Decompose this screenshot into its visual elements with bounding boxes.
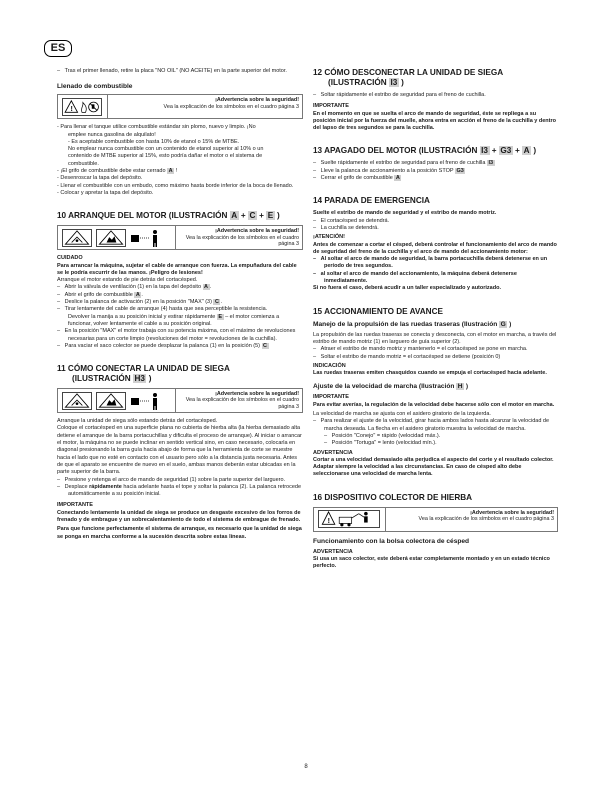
grass-catcher-hazard-icon [318, 510, 380, 528]
list-item: – Para vaciar el saco colector se puede desplazar la palanca (1) en la posición (5) C [57, 342, 268, 349]
list-item: – El cortacésped se detendrá. [313, 217, 390, 224]
warning-text: Si usa un saco colector, este deberá estar completamente montado y en un estado técnico perfecto. [313, 555, 550, 570]
warning-text: ¡Advertencia sobre la seguridad! Vea la explicación de los símbolos en el cuadro página 3 [418, 509, 554, 522]
important-label: IMPORTANTE [57, 502, 93, 509]
blade-hazard-icon [62, 392, 92, 410]
section-10-title: 10 ARRANQUE DEL MOTOR (ILUSTRACIÓN A + C + E ) [57, 211, 280, 221]
hand-injury-icon [96, 229, 126, 247]
list-item: – Presione y retenga el arco de mando de seguridad (1) sobre la parte superior del larguero. [57, 476, 286, 483]
list-item: – Tras el primer llenado, retire la placa "NO OIL" (NO ACEITE) en la parte superior del motor. [57, 68, 287, 74]
keep-distance-icon [130, 229, 162, 247]
subsection-heading: Funcionamiento con la bolsa colectora de césped [313, 537, 470, 545]
fuel-valve-line: - ¡El grifo de combustible debe estar cerrado A ! [57, 168, 178, 175]
section-12-title: 12 CÓMO DESCONECTAR LA UNIDAD DE SIEGA (ILUSTRACIÓN I3 ) [313, 68, 504, 87]
section-15-title: 15 ACCIONAMIENTO DE AVANCE [313, 306, 443, 316]
paragraph: La propulsión de las ruedas traseras se conecta y desconecta, con el motor en marcha, a través del estribo de mando motriz (1) en larguero de guía superior (2). [313, 331, 557, 345]
important-text: En el momento en que se suelta el arco de mando de seguridad, éste se repliega a su posición inicial por la fuerza del muelle, ahora entra en acción el freno de la cuchilla y dentro del lapso de tres segundos se para la cuchilla. [313, 110, 556, 132]
safety-warning-box [57, 388, 303, 413]
safety-warning-box [57, 94, 303, 119]
fuel-heading: Llenado de combustible [57, 83, 133, 91]
hand-injury-icon [96, 392, 126, 410]
fuel-line: - Para llenar el tanque utilice combustible estándar sin plomo, nuevo y limpio. ¡No [57, 124, 256, 131]
section-10-intro: Arranque el motor estando de pie detrás del cortacésped. [57, 277, 198, 284]
warning-icons [58, 389, 176, 412]
caution-label: CUIDADO [57, 255, 83, 262]
fuel-step: - Desenroscar la tapa del depósito. [57, 175, 143, 182]
list-item: – Posición "Tortuga" = lento (velocidad mín.). [324, 440, 437, 447]
fuel-line: - Es aceptable combustible con hasta 10% de etanol o 15% de MTBE. [68, 138, 240, 145]
section-13-title: 13 APAGADO DEL MOTOR (ILUSTRACIÓN I3 + G3 + A ) [313, 146, 537, 156]
fire-hazard-icon [62, 98, 102, 116]
list-item: – En la posición "MAX" el motor trabaja con su potencia máxima, con el máximo de revoluciones necesarias para un corte limpio (revoluciones del motor = revoluciones de la cuchilla). [57, 328, 296, 342]
warning-text: ¡Advertencia sobre la seguridad! Vea la explicación de los símbolos en el cuadro página 3 [163, 97, 299, 110]
list-item: – Cerrar el grifo de combustible A [313, 175, 400, 182]
important-text: Conectando lentamente la unidad de siega se produce un desgaste excesivo de los forros de frenado y de embrague y un sobrecalentamiento de todo el sistema de embrague de frenado. [57, 509, 301, 523]
left-column [57, 68, 303, 541]
list-item: – Abrir la válvula de ventilación (1) en la tapa del depósito A . [57, 284, 212, 291]
list-item: – Lleve la palanca de accionamiento a la posición STOP G3 [313, 167, 464, 174]
section-11-title: 11 CÓMO CONECTAR LA UNIDAD DE SIEGA (ILUSTRACIÓN H3 ) [57, 364, 230, 384]
figure-ref: A [168, 168, 173, 175]
subsection-heading: Ajuste de la velocidad de marcha (Ilustración H ) [313, 383, 469, 391]
list-item: – Soltar el estribo de mando motriz = el cortacésped se detiene (posición 0) [313, 353, 501, 360]
list-item: – Soltar rápidamente el estribo de seguridad para el freno de cuchilla. [313, 92, 486, 98]
warning-icons [314, 508, 386, 531]
warning-text: ¡Advertencia sobre la seguridad! Vea la explicación de los símbolos en el cuadro página 3 [185, 391, 299, 410]
important-label: IMPORTANTE [313, 103, 349, 110]
section-16-title: 16 DISPOSITIVO COLECTOR DE HIERBA [313, 492, 473, 502]
caution-text: Para arrancar la máquina, sujetar el cable de arranque con fuerza. La empuñadura del cable se le podría escurrir de las manos. ¡Peligro de lesiones! [57, 262, 297, 276]
subsection-heading: Manejo de la propulsión de las ruedas traseras (Ilustración G ) [313, 320, 512, 328]
safety-warning-box [313, 507, 558, 532]
right-column [313, 68, 558, 571]
paragraph: Si no fuera el caso, deberá acudir a un taller especializado y autorizado. [313, 285, 501, 292]
fuel-line: combustible. [68, 160, 99, 167]
blade-hazard-icon [62, 229, 92, 247]
paragraph: Arranque la unidad de siega sólo estando detrás del cortacésped. [57, 418, 218, 425]
attention-label: ¡ATENCIÓN! [313, 234, 345, 241]
list-item: – Al soltar el arco de mando de seguridad, la barra portacuchilla deberá detenerse en un período de tres segundos. [313, 256, 548, 270]
paragraph: Coloque el cortacésped en una superficie plana no cubierta de hierba alta (la hierba demasiado alta detiene el arranque de la barra portacuchillas y dificulta el proceso de arranque). Al iniciar o arrancar el motor, la máquina no se puede inclinar en sentido vertical sino, en caso necesario, colocarla en diagonal presionando la barra guía hacia abajo de forma que la herramienta de corte se muestre hacia el lado que no esté en contacto con el usuario pero sólo a la distancia justa necesaria. Antes de que el aparato se encuentre de nuevo en el suelo, ambas manos deberán estar ubicadas en la parte superior de la barra. [57, 425, 302, 476]
list-item: – Abrir el grifo de combustible A . [57, 291, 143, 298]
list-item: – Para realizar el ajuste de la velocidad, girar hacia ambos lados hasta alcanzar la velocidad de marcha deseada. La flecha en el asidero giratorio muestra la velocidad de marcha. [313, 418, 550, 432]
list-item: – Suelte rápidamente el estribo de seguridad para el freno de cuchilla I3 [313, 160, 494, 167]
list-item-continuation: Devolver la manija a su posición inicial y estirar rápidamente E – el motor comienza a funcionar, volver lentamente el cable a su posición original. [68, 313, 280, 327]
keep-distance-icon [130, 392, 162, 410]
list-item: – Posición "Conejo" = rápido (velocidad máx.). [324, 432, 441, 439]
warning-icons [58, 95, 108, 118]
svg-text:!: ! [70, 104, 73, 113]
warning-label: ADVERTENCIA [313, 449, 353, 456]
list-item: – Desplace rápidamente hacia adelante hasta el tope y soltar la palanca (2). La palanca retrocede automáticamente a su posición inicial. [57, 483, 302, 498]
page-number: 8 [304, 764, 308, 770]
important-text: Para que funcione perfectamente el sistema de arranque, es necesario que la unidad de siega se ponga en marcha conforme a la sucesión descrita sobre estas líneas. [57, 526, 302, 540]
fuel-line: emplee nunca gasolina de alquilato! [68, 131, 156, 138]
important-label: IMPORTANTE [313, 394, 349, 401]
paragraph: Suelte el estribo de mando de seguridad y el estribo de mando motriz. [313, 210, 497, 217]
paragraph: La velocidad de marcha se ajusta con el asidero giratorio de la izquierda. [313, 411, 491, 418]
section-14-title: 14 PARADA DE EMERGENCIA [313, 196, 430, 206]
fuel-step: - Llenar el combustible con un embudo, como máximo hasta borde inferior de la boca de llenado. [57, 182, 294, 189]
warning-label: ADVERTENCIA [313, 548, 353, 555]
fuel-line: contenido de MTBE superior al 15%, esto podría dañar el motor o el sistema de [68, 153, 263, 160]
important-text: Para evitar averías, la regulación de la velocidad debe hacerse sólo con el motor en marcha. [313, 401, 555, 408]
warning-icons [58, 226, 176, 249]
list-item: – La cuchilla se detendrá. [313, 224, 379, 231]
list-item: – al soltar el arco de mando del accionamiento, la máquina deberá detenerse inmediatamente. [313, 270, 517, 285]
svg-text:!: ! [327, 517, 331, 526]
language-badge: ES [44, 40, 72, 57]
indication-label: INDICACIÓN [313, 362, 346, 369]
safety-warning-box [57, 225, 303, 250]
list-item: – Atraer el estribo de mando motriz y mantenerlo = el cortacésped se pone en marcha. [313, 346, 528, 353]
fuel-step: - Colocar y apretar la tapa del depósito. [57, 189, 154, 196]
attention-text: Antes de comenzar a cortar el césped, deberá controlar el funcionamiento del arco de mando de seguridad del freno de la cuchilla y el arco de mando del accionamiento motor: [313, 241, 557, 255]
indication-text: Las ruedas traseras emiten chasquidos cuando se empuja el cortacésped hacia adelante. [313, 370, 547, 377]
list-item: – Tirar lentamente del cable de arranque (4) hasta que sea perceptible la resistencia. [57, 306, 268, 313]
fuel-line: No emplear nunca combustible con un contenido de etanol superior al 10% o un [68, 146, 264, 153]
warning-text: Cortar a una velocidad demasiado alta perjudica el aspecto del corte y el resultado colector. Adaptar siempre la velocidad a las circunstancias. En caso de césped alto debe seleccionarse una velocidad de marcha lenta. [313, 456, 554, 478]
list-item: – Deslice la palanca de activación (2) en la posición "MAX" (3) C . [57, 299, 222, 306]
warning-text: ¡Advertencia sobre la seguridad! Vea la explicación de los símbolos en el cuadro página 3 [185, 228, 299, 247]
